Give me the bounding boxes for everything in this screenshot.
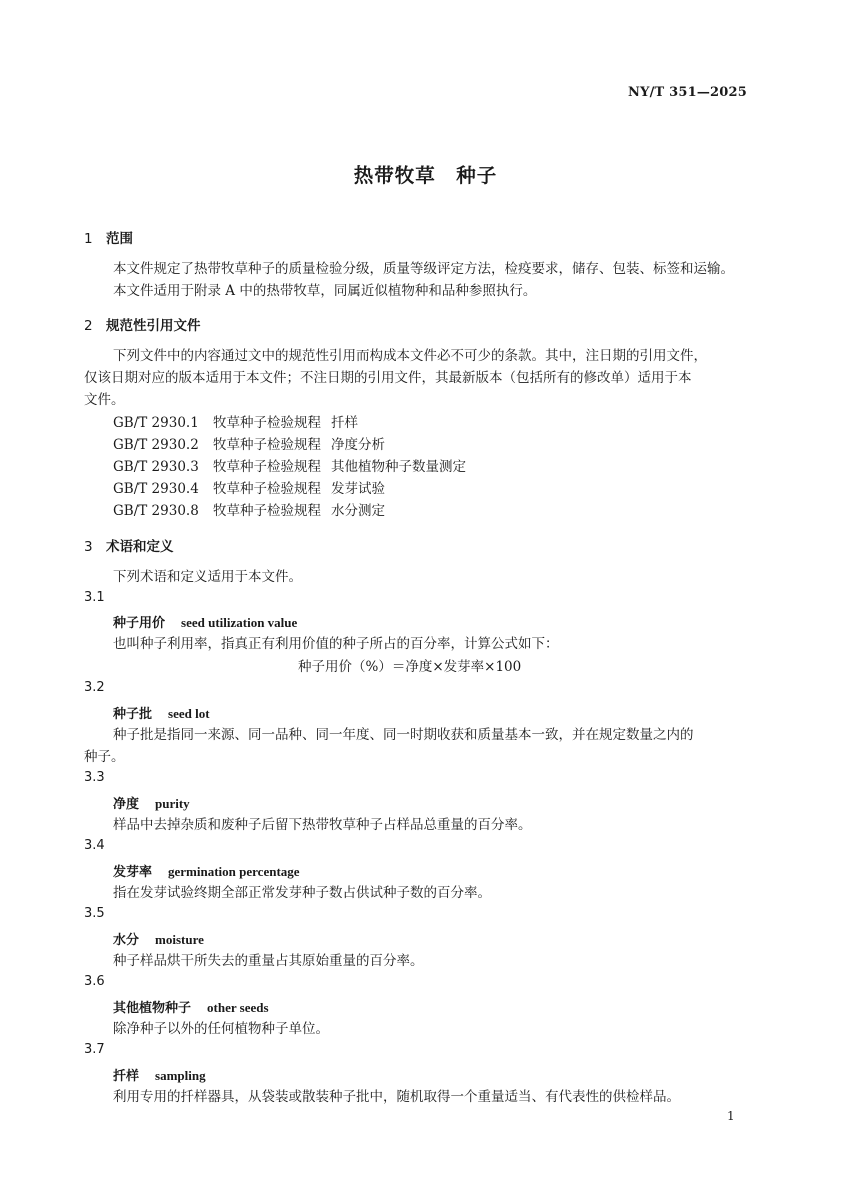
term-number: 3.7 bbox=[84, 1042, 105, 1057]
term-zh: 种子用价 bbox=[113, 616, 166, 631]
term-number: 3.1 bbox=[84, 590, 105, 605]
section-title: 规范性引用文件 bbox=[106, 318, 201, 334]
term-number: 3.6 bbox=[84, 974, 105, 989]
normative-reference bbox=[113, 455, 466, 475]
term-zh: 水分 bbox=[113, 933, 140, 948]
normative-reference bbox=[113, 433, 385, 453]
section-number: 2 bbox=[84, 318, 93, 334]
paragraph-line: 仅该日期对应的版本适用于本文件；不注日期的引用文件，其最新版本（包括所有的修改单）适用于本 bbox=[84, 370, 692, 386]
term-zh: 净度 bbox=[113, 797, 140, 812]
term-en: germination percentage bbox=[168, 864, 300, 879]
term-title bbox=[113, 861, 300, 880]
section-title: 术语和定义 bbox=[106, 539, 174, 555]
normative-reference bbox=[113, 411, 358, 431]
standard-code-text: NY/T 351—2025 bbox=[628, 85, 748, 100]
reference-name: 牧草种子检验规程 bbox=[213, 503, 321, 519]
paragraph-line: 下列文件中的内容通过文中的规范性引用而构成本文件必不可少的条款。其中，注日期的引用文件， bbox=[113, 348, 707, 364]
term-definition: 指在发芽试验终期全部正常发芽种子数占供试种子数的百分率。 bbox=[113, 885, 491, 901]
term-en: seed lot bbox=[168, 706, 210, 721]
section-heading-2 bbox=[84, 314, 201, 334]
term-en: other seeds bbox=[207, 1000, 269, 1015]
term-definition: 除净种子以外的任何植物种子单位。 bbox=[113, 1021, 329, 1037]
reference-part: 发芽试验 bbox=[331, 481, 385, 497]
paragraph: 下列术语和定义适用于本文件。 bbox=[113, 569, 302, 585]
term-title bbox=[113, 1065, 206, 1084]
reference-part: 其他植物种子数量测定 bbox=[331, 459, 466, 475]
term-en: moisture bbox=[155, 932, 204, 947]
normative-reference bbox=[113, 499, 385, 519]
term-number: 3.3 bbox=[84, 770, 105, 785]
section-number: 3 bbox=[84, 539, 93, 555]
term-zh: 种子批 bbox=[113, 707, 153, 722]
paragraph: 本文件适用于附录 A 中的热带牧草，同属近似植物种和品种参照执行。 bbox=[113, 283, 537, 299]
paragraph-line: 文件。 bbox=[84, 392, 125, 408]
reference-name: 牧草种子检验规程 bbox=[213, 415, 321, 431]
term-title bbox=[113, 929, 204, 948]
reference-part: 扦样 bbox=[331, 415, 358, 431]
term-definition: 利用专用的扦样器具，从袋装或散装种子批中，随机取得一个重量适当、有代表性的供检样品。 bbox=[113, 1089, 680, 1105]
reference-code: GB/T 2930.3 bbox=[113, 459, 199, 475]
term-zh: 发芽率 bbox=[113, 865, 153, 880]
term-definition-line: 种子批是指同一来源、同一品种、同一年度、同一时期收获和质量基本一致，并在规定数量之内的 bbox=[113, 727, 694, 743]
term-en: seed utilization value bbox=[181, 615, 298, 630]
term-title bbox=[113, 793, 190, 812]
term-title bbox=[113, 612, 297, 631]
paragraph: 本文件规定了热带牧草种子的质量检验分级，质量等级评定方法，检疫要求，储存、包装、标签和运输。 bbox=[113, 261, 734, 277]
term-definition: 样品中去掉杂质和废种子后留下热带牧草种子占样品总重量的百分率。 bbox=[113, 817, 532, 833]
reference-code: GB/T 2930.4 bbox=[113, 481, 199, 497]
section-title: 范围 bbox=[106, 231, 133, 247]
reference-name: 牧草种子检验规程 bbox=[213, 459, 321, 475]
term-number: 3.5 bbox=[84, 906, 105, 921]
normative-reference bbox=[113, 477, 385, 497]
reference-part: 净度分析 bbox=[331, 437, 385, 453]
reference-name: 牧草种子检验规程 bbox=[213, 481, 321, 497]
reference-code: GB/T 2930.8 bbox=[113, 503, 199, 519]
term-zh: 扦样 bbox=[113, 1069, 140, 1084]
term-definition-line: 种子。 bbox=[84, 749, 125, 765]
reference-code: GB/T 2930.1 bbox=[113, 415, 199, 431]
term-title bbox=[113, 997, 269, 1016]
term-title bbox=[113, 703, 210, 722]
document-title: 热带牧草 种子 bbox=[353, 164, 498, 187]
term-en: sampling bbox=[155, 1068, 206, 1083]
term-number: 3.2 bbox=[84, 680, 105, 695]
term-number: 3.4 bbox=[84, 838, 105, 853]
term-zh: 其他植物种子 bbox=[113, 1001, 192, 1016]
reference-name: 牧草种子检验规程 bbox=[213, 437, 321, 453]
section-heading-3 bbox=[84, 535, 174, 555]
term-definition: 种子样品烘干所失去的重量占其原始重量的百分率。 bbox=[113, 953, 424, 969]
reference-code: GB/T 2930.2 bbox=[113, 437, 199, 453]
standard-code bbox=[628, 85, 747, 100]
term-definition: 也叫种子利用率，指真正有利用价值的种子所占的百分率，计算公式如下： bbox=[113, 636, 559, 652]
reference-part: 水分测定 bbox=[331, 503, 385, 519]
term-en: purity bbox=[155, 796, 190, 811]
formula: 种子用价（%）＝净度×发芽率×100 bbox=[298, 659, 522, 675]
page-number: 1 bbox=[727, 1109, 735, 1123]
section-heading-1 bbox=[84, 227, 133, 247]
section-number: 1 bbox=[84, 231, 93, 247]
